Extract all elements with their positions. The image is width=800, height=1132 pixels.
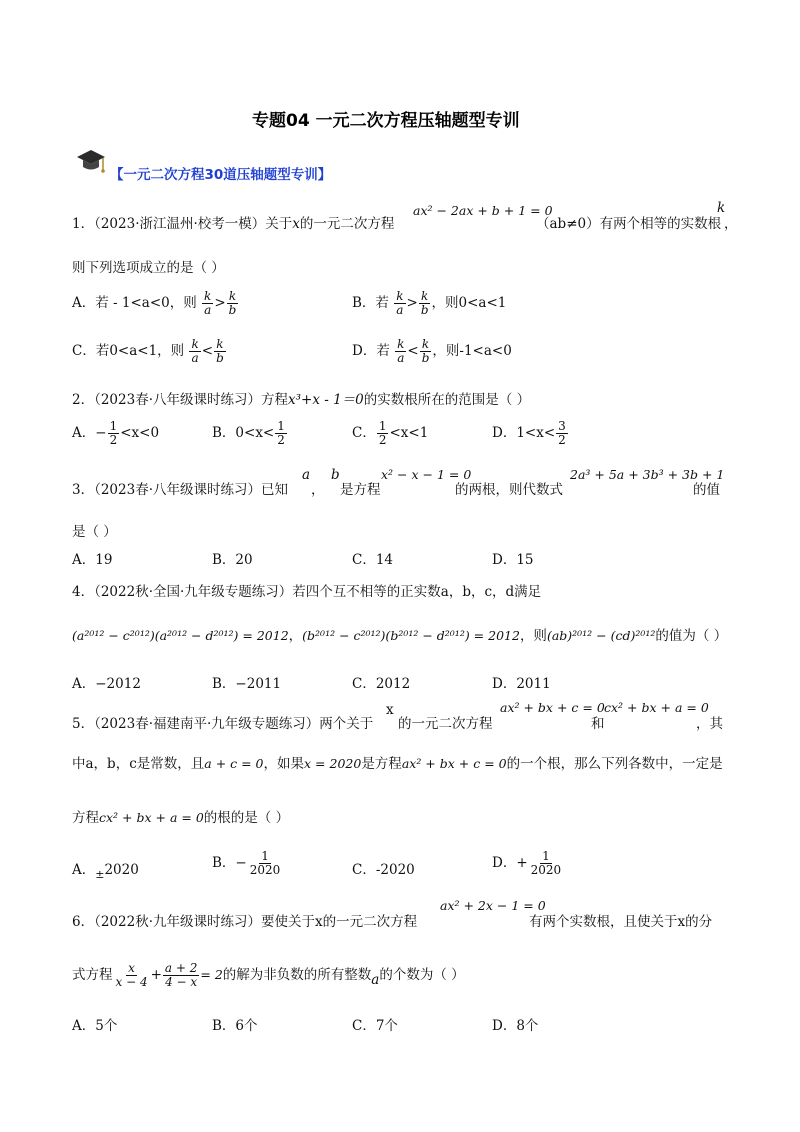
question-5-option-c[interactable]: C．-2020	[352, 862, 415, 878]
question-5-and: 和	[591, 716, 605, 732]
question-6-line2: 式方程 $\frac{x}{x - 4}$ + $\frac{a + 2}{4 - x}$ = 2的解为非负数的所有整数a的个数为（ ）	[72, 961, 465, 989]
question-1-stem: 1．（2023·浙江温州·校考一模）关于x的一元二次方程	[72, 216, 395, 232]
question-6-stem: 6．（2022秋·九年级课时练习）要使关于x的一元二次方程	[72, 914, 418, 930]
question-1-equation: ax² − 2ax + b + 1 = 0	[413, 203, 553, 218]
question-4-option-c[interactable]: C．2012	[352, 676, 411, 692]
question-5-option-d[interactable]: D．+ $\frac{1}{2020}$	[492, 849, 562, 877]
question-5-line3: 方程cx² + bx + a = 0的根的是（ ）	[72, 810, 290, 826]
question-4-line2: (a²⁰¹² − c²⁰¹²)(a²⁰¹² − d²⁰¹²) = 2012，(b²⁰¹² − c²⁰¹²)(b²⁰¹² − d²⁰¹²) = 2012，则(ab)²⁰¹² − (cd)²⁰¹²的值为（ ）	[72, 628, 728, 644]
question-1-condition: （ab≠0）有两个相等的实数根	[536, 216, 722, 232]
question-1-option-c[interactable]: C．若0<a<1，则 $\frac{k}{a}$ < $\frac{k}{b}$	[72, 337, 224, 365]
question-5-equation-1: ax² + bx + c = 0	[500, 700, 605, 715]
question-3-stem: 3．（2023春·八年级课时练习）已知	[72, 482, 288, 498]
question-3-text-b: 是方程	[340, 482, 381, 498]
question-5-text-b: 的一元二次方程	[398, 716, 493, 732]
question-5-var-x: x	[386, 702, 394, 718]
question-2-option-a[interactable]: A．− $\frac{1}{2}$ <x<0	[72, 419, 160, 447]
question-1-line2: 则下列选项成立的是（ ）	[72, 260, 225, 276]
question-3-option-a[interactable]: A．19	[72, 552, 113, 568]
question-2-option-c[interactable]: C． $\frac{1}{2}$ <x<1	[352, 419, 429, 447]
question-5-stem: 5．（2023春·福建南平·九年级专题练习）两个关于	[72, 716, 374, 732]
question-1-k: k	[717, 200, 726, 216]
question-6-option-a[interactable]: A．5个	[72, 1018, 118, 1034]
question-3-text-c: 的两根，则代数式	[455, 482, 563, 498]
question-2-option-b[interactable]: B．0<x< $\frac{1}{2}$	[212, 419, 285, 447]
question-5-text-c: ，其	[696, 716, 723, 732]
question-4-option-a[interactable]: A．−2012	[72, 676, 141, 692]
section-banner: 【一元二次方程30道压轴题型专训】	[110, 167, 332, 183]
question-3-line2: 是（ ）	[72, 524, 117, 540]
question-3-text-d: 的值	[693, 482, 720, 498]
page-title: 专题04 一元二次方程压轴题型专训	[252, 111, 520, 131]
question-5-line2: 中a，b，c是常数，且a + c = 0，如果x = 2020是方程ax² + bx + c = 0的一个根，那么下列各数中，一定是	[72, 756, 723, 772]
question-1-comma: ，	[724, 216, 738, 232]
question-3-option-b[interactable]: B．20	[212, 552, 253, 568]
question-2-option-d[interactable]: D．1<x< $\frac{3}{2}$	[492, 419, 566, 447]
question-4-stem: 4．（2022秋·全国·九年级专题练习）若四个互不相等的正实数a，b，c，d满足	[72, 584, 542, 600]
question-4-option-d[interactable]: D．2011	[492, 676, 551, 692]
question-3-comma: ，	[311, 482, 325, 498]
graduation-cap-icon	[76, 148, 106, 180]
question-6-equation: ax² + 2x − 1 = 0	[440, 898, 546, 913]
question-4-option-b[interactable]: B．−2011	[212, 676, 282, 692]
question-3-var-b: b	[331, 467, 340, 483]
question-3-equation: x² − x − 1 = 0	[381, 467, 472, 482]
question-2-stem: 2．（2023春·八年级课时练习）方程x³+x - 1＝0的实数根所在的范围是（ ）	[72, 392, 531, 408]
question-3-expression: 2a³ + 5a + 3b³ + 3b + 1	[570, 467, 725, 482]
question-6-option-c[interactable]: C．7个	[352, 1018, 398, 1034]
question-1-option-b[interactable]: B．若 $\frac{k}{a}$ > $\frac{k}{b}$ ，则0<a<1	[352, 289, 507, 317]
question-5-option-a[interactable]: A．$_\pm$2020	[72, 862, 139, 881]
question-3-option-d[interactable]: D．15	[492, 552, 534, 568]
question-1-option-d[interactable]: D．若 $\frac{k}{a}$ < $\frac{k}{b}$ ，则-1<a<0	[352, 337, 512, 365]
question-6-option-b[interactable]: B．6个	[212, 1018, 258, 1034]
question-3-var-a: a	[302, 467, 311, 483]
question-1-option-a[interactable]: A．若 - 1<a<0，则 $\frac{k}{a}$ > $\frac{k}{b}$	[72, 289, 237, 317]
question-3-option-c[interactable]: C．14	[352, 552, 394, 568]
question-5-equation-2: cx² + bx + a = 0	[604, 700, 709, 715]
question-6-text-b: 有两个实数根，且使关于x的分	[529, 914, 713, 930]
question-5-option-b[interactable]: B．− $\frac{1}{2020}$	[212, 849, 281, 877]
question-6-option-d[interactable]: D．8个	[492, 1018, 539, 1034]
